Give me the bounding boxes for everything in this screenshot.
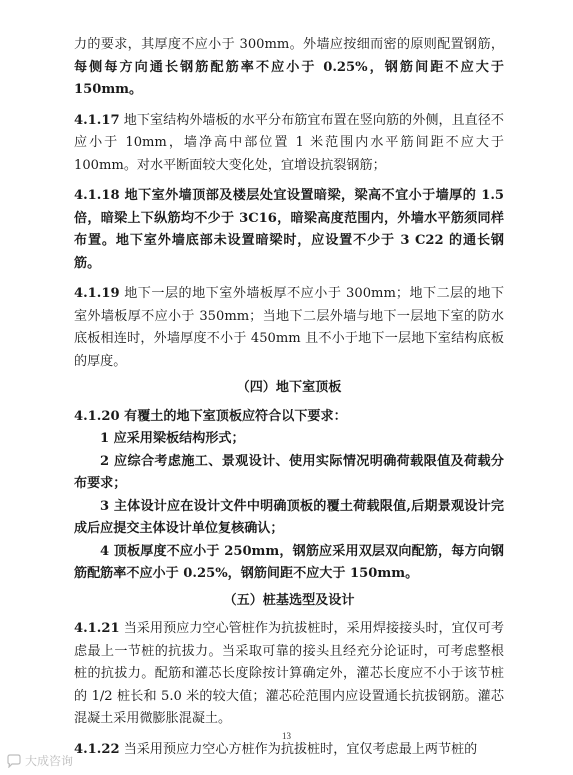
- clause-number: 4.1.22: [74, 741, 120, 757]
- list-item: 3 主体设计应在设计文件中明确顶板的覆土荷载限值,后期景观设计完成后应提交主体设计单位复核确认；: [74, 498, 504, 536]
- clause-text: 有覆土的地下室顶板应符合以下要求：: [124, 408, 347, 424]
- paragraph-continuation: [74, 34, 504, 102]
- clause-number: 4.1.21: [74, 621, 120, 636]
- clause-text: 地下室外墙顶部及楼层处宜设置暗梁，梁高不宜小于墙厚的 1.5 倍，暗梁上下纵筋均不少于 3C16，暗梁高度范围内，外墙水平筋须同样布置。地下室外墙底部未设置暗梁时，应设置不少于 3 C22 的通长钢筋。: [74, 188, 504, 271]
- clause-4-1-18: [74, 185, 504, 275]
- clause-number: 4.1.17: [74, 112, 120, 128]
- clause-text: 当采用预应力空心方桩作为抗拔桩时，宜仅考虑最上两节桩的: [123, 741, 478, 757]
- list-item: 4 顶板厚度不应小于 250mm，钢筋应采用双层双向配筋，每方向钢筋配筋率不应小于 0.25%，钢筋间距不应大于 150mm。: [74, 543, 504, 581]
- clause-4-1-21: [74, 618, 504, 731]
- list-item: 2 应综合考虑施工、景观设计、使用实际情况明确荷载限值及荷载分布要求；: [74, 453, 504, 491]
- clause-text: 地下室结构外墙板的水平分布筋宜布置在竖向筋的外侧，且直径不应小于 10mm，墙净高中部位置 1 米范围内水平筋间距不应大于 100mm。对水平断面较大变化处，宜增设抗裂钢筋；: [74, 112, 504, 173]
- page-number: 13: [282, 731, 291, 741]
- clause-text: 当采用预应力空心管桩作为抗拔桩时，采用焊接接头时，宜仅可考虑最上一节桩的抗拔力。当采取可靠的接头且经充分论证时，可考虑整根桩的抗拔力。配筋和灌芯长度除按计算确定外，灌芯长度应不小于该节桩的 1/2 桩长和 5.0 米的较大值；灌芯砼范围内应设置通长抗拔钢筋。灌芯混凝土采用微膨胀混凝土。: [74, 621, 504, 726]
- clause-4-1-20: [74, 406, 504, 429]
- clause-4-1-19: [74, 283, 504, 373]
- clause-number: 4.1.18: [74, 188, 120, 203]
- clause-4-1-22: [74, 739, 504, 762]
- paragraph-emphasis: 每侧每方向通长钢筋配筋率不应小于 0.25%，钢筋间距不应大于 150mm。: [74, 59, 504, 97]
- chat-bubble-icon: [6, 754, 22, 768]
- clause-number: 4.1.19: [74, 286, 120, 301]
- section-heading-pile-foundation: （五）桩基选型及设计: [223, 592, 355, 608]
- watermark: [6, 752, 73, 769]
- clause-number: 4.1.20: [74, 408, 120, 424]
- section-heading-roof-slab: （四）地下室顶板: [236, 380, 342, 395]
- paragraph-text: 力的要求，其厚度不应小于 300mm。外墙应按细而密的原则配置钢筋，: [74, 37, 504, 52]
- clause-text: 地下一层的地下室外墙板厚不应小于 300mm；地下二层的地下室外墙板厚不应小于 350mm；当地下二层外墙与地下一层地下室的防水底板相连时，外墙厚度不小于 450mm 且不小于地下一层地下室结构底板的厚度。: [74, 286, 504, 369]
- clause-4-1-17: [74, 110, 504, 178]
- list-item: 1 应采用梁板结构形式；: [100, 431, 245, 446]
- watermark-text: 大成咨询: [25, 754, 74, 768]
- body-text: [74, 34, 504, 761]
